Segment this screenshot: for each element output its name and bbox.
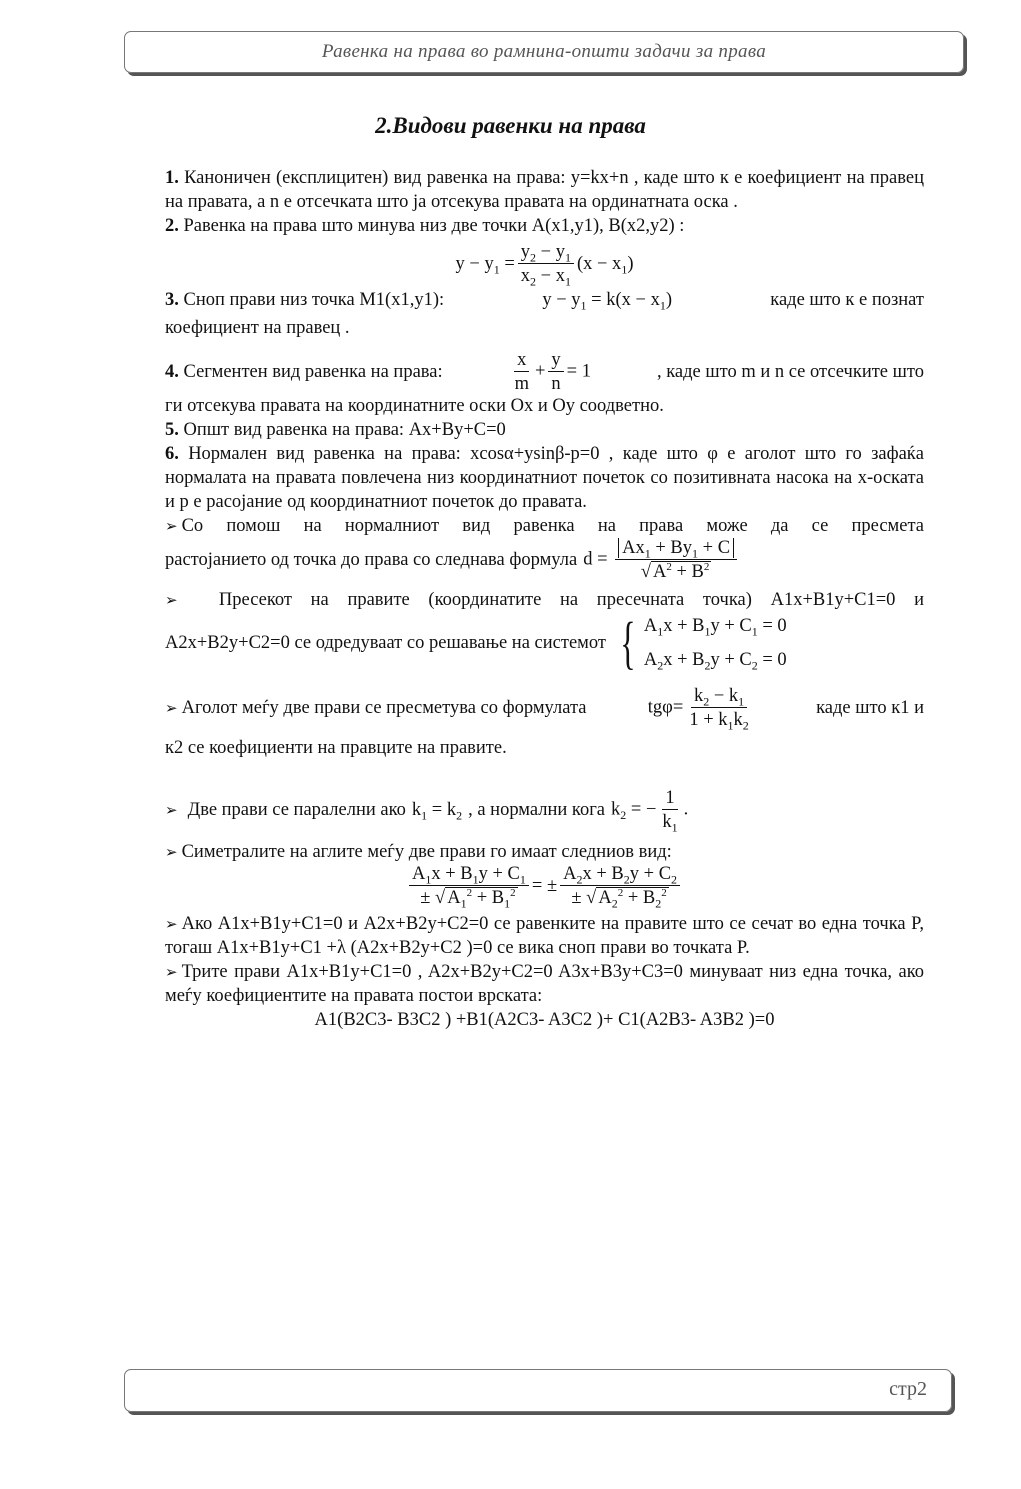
- arrow-icon: ➢: [165, 801, 178, 819]
- item-1: [165, 166, 924, 214]
- item-6-text: Нормален вид равенка на права: xcosα+ysinβ-p=0 , каде што φ е аголот што го зафаќа нормалата на правата повлечена низ координатниот почеток со позитивната насока на x-оската и p е расојание од координатниот почеток до правата.: [165, 444, 924, 512]
- item-4-text-b: , каде што m и n се отсечките што: [656, 362, 924, 382]
- arrow-icon: ➢: [165, 591, 178, 609]
- item-5-num: 5.: [165, 420, 179, 440]
- item-3-text-a: Сноп прави низ точка M1(x1,y1):: [183, 290, 445, 310]
- item-4-text-c: ги отсекува правата на координатните оски Ох и Оу соодветно.: [165, 396, 664, 416]
- pencil-formula: $y - y_1 = k(x - x_1)$: [542, 290, 672, 313]
- three-lines-formula: A1(B2C3- B3C2 ) +B1(A2C3- A3C2 )+ C1(A2B3- A3B2 )=0: [314, 1010, 775, 1030]
- item-5: [165, 418, 924, 442]
- bullet-three-text: Трите прави A1x+B1y+C1=0 , A2x+B2y+C2=0 A3x+B3y+C3=0 минуваат низ една точка, ако меѓу коефициентите на правата постои врската:: [165, 962, 924, 1006]
- two-point-formula: $y - y_1$ = $\frac{y_2 - y_1}{x_2 - x_1}$ $(x - x_1)$: [455, 242, 634, 289]
- bullet-bisector-text: Симетралите на аглите меѓу две прави го имаат следниов вид:: [181, 842, 672, 862]
- bullet-three: [165, 960, 924, 1008]
- bullet-distance: [165, 514, 924, 538]
- bisector-formula: $\frac{A_1x + B_1y + C_1}{\pm √ A_1^2 + B_1^2}$ = ± $\frac{A_2x + B_2y + C_2}{\pm √ A_2^2 + B_2^2}$: [165, 864, 924, 908]
- intersect-line: [165, 610, 924, 675]
- parallel-formula: $k_1 = k_2$: [411, 800, 463, 823]
- item-6: [165, 442, 924, 514]
- item-3-num: 3.: [165, 290, 179, 310]
- item-3-text-b: каде што к е познат: [770, 290, 924, 310]
- page-title: 2.Видови равенки на права: [375, 113, 646, 138]
- normal-formula: $k_2$ = − $\frac{1}{k_1}$ .: [611, 788, 689, 835]
- bullet-angle: [165, 686, 924, 733]
- item-4-text-a: Сегментен вид равенка на права:: [183, 362, 443, 382]
- item-3-text-c: коефициент на правец .: [165, 318, 350, 338]
- bullet-pencil-text: Ако A1x+B1y+C1=0 и A2x+B2y+C2=0 се равенките на правите што се сечат во една точка P, тогаш A1x+B1y+C1 +λ (A2x+B2y+C2 )=0 се вика сноп прави во точката P.: [165, 914, 924, 958]
- footer-box: [124, 1369, 952, 1412]
- item-1-num: 1.: [165, 168, 179, 188]
- bullet-parallel-b: , а нормални кога: [468, 800, 606, 820]
- bullet-angle-b: каде што к1 и: [816, 698, 924, 718]
- arrow-icon: ➢: [165, 963, 178, 981]
- item-2-text: Равенка на права што минува низ две точки A(x1,y1), B(x2,y2) :: [183, 216, 685, 236]
- item-2-num: 2.: [165, 216, 179, 236]
- bullet-angle-c: к2 се коефициенти на правците на правите.: [165, 738, 507, 758]
- bullet-pencil: [165, 912, 924, 960]
- bullet-distance-b: растојанието од точка до права со следнава формула: [165, 550, 578, 570]
- segment-formula: $\frac{x}{m}$ + $\frac{y}{n}$ = 1: [514, 350, 591, 394]
- bullet-bisector: [165, 840, 924, 864]
- page-number: стр2: [889, 1378, 927, 1400]
- bullet-distance-a: Со помош на нормалниот вид равенка на права може да се пресмета: [181, 516, 924, 536]
- item-5-text: Општ вид равенка на права: Ax+By+C=0: [183, 420, 506, 440]
- header-box: [124, 31, 964, 73]
- distance-formula: d = $\frac{Ax_1 + By_1 + C}{√ A^2 + B^2}$: [583, 538, 740, 582]
- bullet-intersect: [165, 588, 924, 612]
- distance-line: [165, 538, 924, 582]
- item-4: [165, 350, 924, 394]
- bullet-intersect-a: Пресекот на правите (координатите на пресечната точка) A1x+B1y+C1=0 и: [218, 590, 925, 610]
- arrow-icon: ➢: [165, 915, 178, 933]
- item-1-text: Канoничен (експлицитен) вид равенка на права: y=kx+n , каде што к е коефициент на правец на правата, а n е отсечката што ја отсекува правата на ординатната оска .: [165, 168, 924, 212]
- item-3: [165, 288, 924, 312]
- item-6-num: 6.: [165, 444, 179, 464]
- bullet-parallel: [165, 788, 924, 835]
- bullet-parallel-a: Две прави се паралелни ако: [187, 800, 406, 820]
- arrow-icon: ➢: [165, 699, 178, 717]
- bullet-angle-a: Аголот меѓу две прави се пресметува со формулата: [181, 698, 587, 718]
- arrow-icon: ➢: [165, 843, 178, 861]
- bullet-intersect-b: A2x+B2y+C2=0 се одредуваат со решавање на системот: [165, 633, 606, 653]
- header-title: Равенка на права во рамнина-општи задачи за права: [321, 41, 767, 62]
- angle-formula: tgφ= $\frac{k_2 - k_1}{1 + k_1k_2}$: [647, 686, 749, 733]
- item-2: [165, 214, 924, 238]
- system-formula: { $A_1x + B_1y + C_1 = 0$ $A_2x + B_2y + C_2 = 0$: [620, 610, 787, 675]
- content: [165, 166, 924, 1032]
- item-4-num: 4.: [165, 362, 179, 382]
- arrow-icon: ➢: [165, 517, 178, 535]
